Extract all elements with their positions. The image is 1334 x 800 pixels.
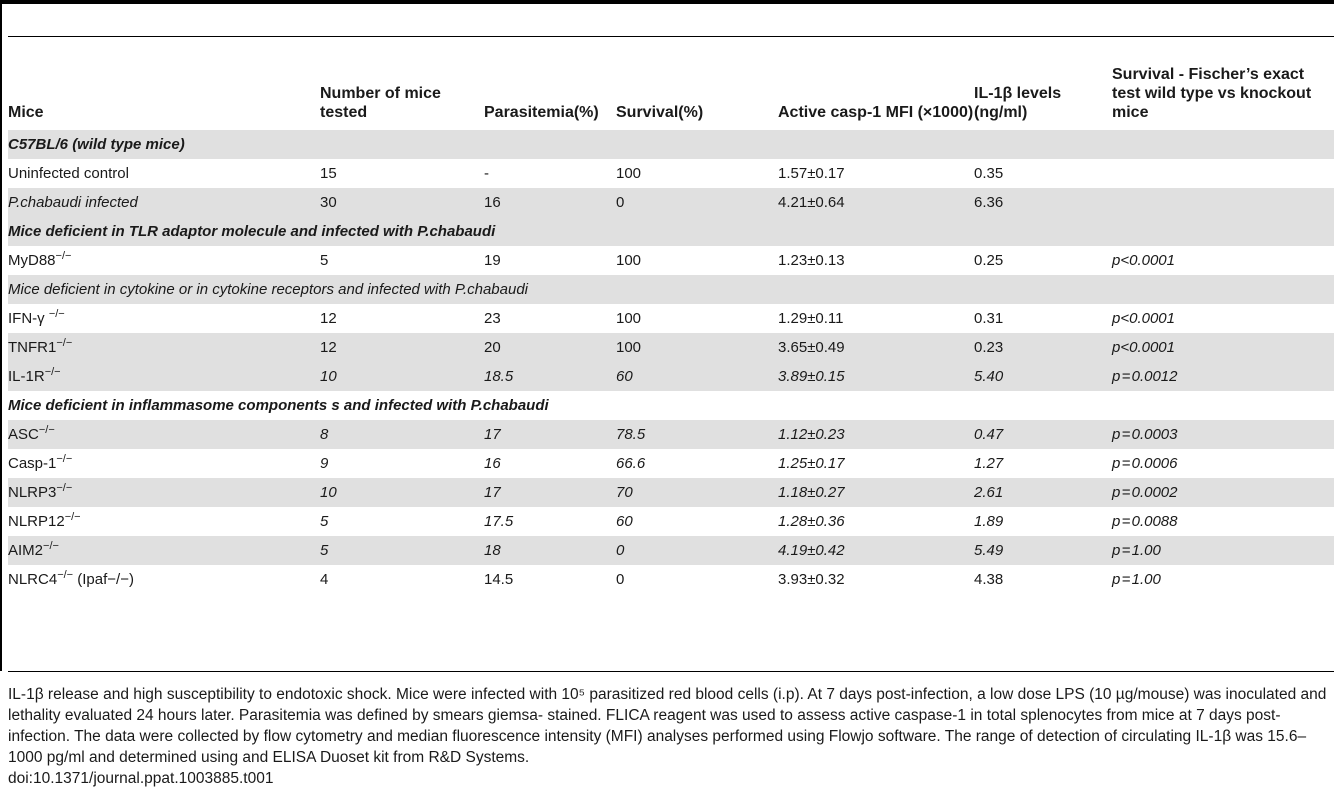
data-table — [8, 38, 1334, 594]
table-row — [8, 449, 1334, 478]
table-row — [8, 246, 1334, 275]
mice-name: NLRC4 — [8, 571, 58, 588]
section-label: Mice deficient in TLR adaptor molecule and infected with P.chabaudi — [8, 217, 1334, 246]
mice-name: NLRP3 — [8, 484, 57, 501]
table-row — [8, 565, 1334, 594]
column-header: Parasitemia(%) — [484, 104, 599, 121]
n-cell: 8 — [320, 420, 484, 449]
p-cell: p = 0.0012 — [1112, 362, 1334, 391]
il1b-cell: 0.31 — [974, 310, 1004, 327]
n-cell: 15 — [320, 165, 337, 182]
mice-cell — [8, 246, 320, 275]
left-border — [0, 0, 2, 671]
header-top-rule — [8, 36, 1334, 37]
p-cell: p = 0.0003 — [1112, 420, 1334, 449]
survival-cell: 0 — [616, 188, 778, 217]
knockout-superscript: −/− — [56, 482, 73, 494]
knockout-superscript: −/− — [44, 366, 61, 378]
mice-name: Uninfected control — [8, 165, 129, 182]
mice-name: ASC — [8, 426, 39, 443]
casp1-cell: 1.23±0.13 — [778, 252, 845, 269]
n-cell: 30 — [320, 188, 484, 217]
mice-name: NLRP12 — [8, 513, 65, 530]
mice-cell — [8, 507, 320, 536]
top-border — [0, 0, 1334, 4]
knockout-superscript: −/− — [57, 569, 74, 581]
survival-cell: 60 — [616, 513, 633, 530]
il1b-cell: 1.89 — [974, 513, 1004, 530]
table-row — [8, 304, 1334, 333]
table-row — [8, 536, 1334, 565]
section-label: C57BL/6 (wild type mice) — [8, 130, 1334, 159]
n-cell: 12 — [320, 310, 337, 327]
parasitemia-cell: 18 — [484, 536, 616, 565]
n-cell: 10 — [320, 478, 484, 507]
section-row — [8, 391, 1334, 420]
mice-cell — [8, 449, 320, 478]
n-cell: 5 — [320, 513, 329, 530]
parasitemia-cell: 16 — [484, 188, 616, 217]
il1b-cell: 6.36 — [974, 188, 1112, 217]
header-row — [8, 38, 1334, 130]
il1b-cell: 4.38 — [974, 571, 1004, 588]
parasitemia-cell: 23 — [484, 310, 501, 327]
casp1-cell: 1.29±0.11 — [778, 310, 844, 327]
casp1-cell: 3.89±0.15 — [778, 362, 974, 391]
table-row — [8, 478, 1334, 507]
p-cell: p = 0.0002 — [1112, 478, 1334, 507]
n-cell: 5 — [320, 252, 329, 269]
mice-cell — [8, 565, 320, 594]
n-cell: 9 — [320, 455, 329, 472]
n-cell: 4 — [320, 571, 329, 588]
casp1-cell: 3.93±0.32 — [778, 571, 845, 588]
knockout-superscript: −/− — [56, 453, 73, 465]
table-row — [8, 188, 1334, 217]
parasitemia-cell: 14.5 — [484, 571, 514, 588]
column-header: Active casp-1 MFI (×1000) — [778, 104, 974, 121]
column-header: Number of mice tested — [320, 85, 441, 121]
il1b-cell: 0.47 — [974, 420, 1112, 449]
knockout-superscript: −/− — [64, 511, 81, 523]
section-label: Mice deficient in inflammasome components s and infected with P.chabaudi — [8, 397, 549, 414]
mice-cell — [8, 159, 320, 188]
casp1-cell: 1.12±0.23 — [778, 420, 974, 449]
table-row — [8, 420, 1334, 449]
p-cell: p<0.0001 — [1112, 310, 1175, 327]
mice-cell — [8, 333, 320, 362]
mice-name: IL-1R — [8, 368, 45, 385]
column-header: IL-1β levels (ng/ml) — [974, 85, 1062, 121]
p-cell: p = 1.00 — [1112, 536, 1334, 565]
column-header: Survival(%) — [616, 104, 704, 121]
mice-name: MyD88 — [8, 252, 56, 269]
casp1-cell: 1.28±0.36 — [778, 513, 845, 530]
survival-cell: 100 — [616, 333, 778, 362]
survival-cell: 100 — [616, 252, 642, 269]
p-cell: p = 1.00 — [1112, 571, 1161, 588]
knockout-superscript: −/− — [38, 424, 55, 436]
section-row — [8, 130, 1334, 159]
p-cell: p = 0.0088 — [1112, 513, 1178, 530]
casp1-cell: 1.18±0.27 — [778, 478, 974, 507]
knockout-superscript: −/− — [48, 308, 65, 320]
il1b-cell: 0.23 — [974, 333, 1112, 362]
table-row — [8, 507, 1334, 536]
table-bottom-rule — [8, 671, 1334, 672]
survival-cell: 66.6 — [616, 455, 646, 472]
n-cell: 10 — [320, 362, 484, 391]
casp1-cell: 4.19±0.42 — [778, 536, 974, 565]
p-cell: p<0.0001 — [1112, 252, 1175, 269]
survival-cell: 78.5 — [616, 420, 778, 449]
section-row — [8, 217, 1334, 246]
casp1-cell: 1.25±0.17 — [778, 455, 845, 472]
footnote-text: IL-1β release and high susceptibility to endotoxic shock. Mice were infected with 10⁵ parasitized red blood cells (i.p). At 7 days post-infection, a low dose LPS (10 µg/mouse) was inoculated and lethality evaluated 24 hours later. Parasitemia was defined by smears giemsa- stained. FLICA reagent was used to assess active caspase-1 in total splenocytes from mice at 7 days post-infection. The data were collected by flow cytometry and median fluorescence intensity (MFI) analyses performed using Flowjo software. The range of detection of circulating IL-1β was 15.6–1000 pg/ml and determined using and ELISA Duoset kit from R&D Systems. — [8, 686, 1327, 766]
survival-cell: 100 — [616, 310, 642, 327]
mice-name: IFN-γ — [8, 310, 49, 327]
knockout-superscript: −/− — [55, 250, 72, 262]
mice-cell — [8, 188, 320, 217]
survival-cell: 60 — [616, 362, 778, 391]
mice-cell — [8, 536, 320, 565]
mice-cell — [8, 420, 320, 449]
table-row — [8, 159, 1334, 188]
survival-cell: 0 — [616, 571, 625, 588]
survival-cell: 70 — [616, 478, 778, 507]
parasitemia-cell: 16 — [484, 455, 501, 472]
column-header: Survival - Fischer’s exact test wild type vs knockout mice — [1112, 66, 1312, 121]
table-footnote — [8, 684, 1330, 789]
il1b-cell: 5.49 — [974, 536, 1112, 565]
mice-cell — [8, 362, 320, 391]
table-row — [8, 333, 1334, 362]
parasitemia-cell: 17.5 — [484, 513, 514, 530]
p-cell — [1112, 188, 1334, 217]
mice-cell — [8, 304, 320, 333]
parasitemia-cell: 17 — [484, 420, 616, 449]
knockout-superscript: −/− — [56, 337, 73, 349]
p-cell — [1112, 159, 1334, 188]
casp1-cell: 4.21±0.64 — [778, 188, 974, 217]
n-cell: 5 — [320, 536, 484, 565]
mice-cell — [8, 478, 320, 507]
table-row — [8, 362, 1334, 391]
parasitemia-cell: 19 — [484, 252, 501, 269]
parasitemia-cell: 20 — [484, 333, 616, 362]
mice-name: Casp-1 — [8, 455, 57, 472]
mice-name: P.chabaudi infected — [8, 194, 138, 211]
parasitemia-cell: 17 — [484, 478, 616, 507]
parasitemia-cell: - — [484, 165, 489, 182]
p-cell: p = 0.0006 — [1112, 455, 1178, 472]
mice-name: TNFR1 — [8, 339, 57, 356]
mice-name-extra: (Ipaf−/−) — [73, 571, 134, 588]
il1b-cell: 5.40 — [974, 362, 1112, 391]
il1b-cell: 0.25 — [974, 252, 1004, 269]
footnote-doi: doi:10.1371/journal.ppat.1003885.t001 — [8, 770, 274, 787]
survival-cell: 100 — [616, 165, 642, 182]
mice-name: AIM2 — [8, 542, 44, 559]
parasitemia-cell: 18.5 — [484, 362, 616, 391]
table-body — [8, 130, 1334, 594]
n-cell: 12 — [320, 333, 484, 362]
p-cell: p<0.0001 — [1112, 333, 1334, 362]
casp1-cell: 1.57±0.17 — [778, 165, 845, 182]
section-label: Mice deficient in cytokine or in cytokine receptors and infected with P.chabaudi — [8, 275, 1334, 304]
section-row — [8, 275, 1334, 304]
casp1-cell: 3.65±0.49 — [778, 333, 974, 362]
il1b-cell: 0.35 — [974, 165, 1004, 182]
il1b-cell: 1.27 — [974, 455, 1004, 472]
column-header: Mice — [8, 104, 44, 121]
il1b-cell: 2.61 — [974, 478, 1112, 507]
knockout-superscript: −/− — [43, 540, 59, 552]
survival-cell: 0 — [616, 536, 778, 565]
